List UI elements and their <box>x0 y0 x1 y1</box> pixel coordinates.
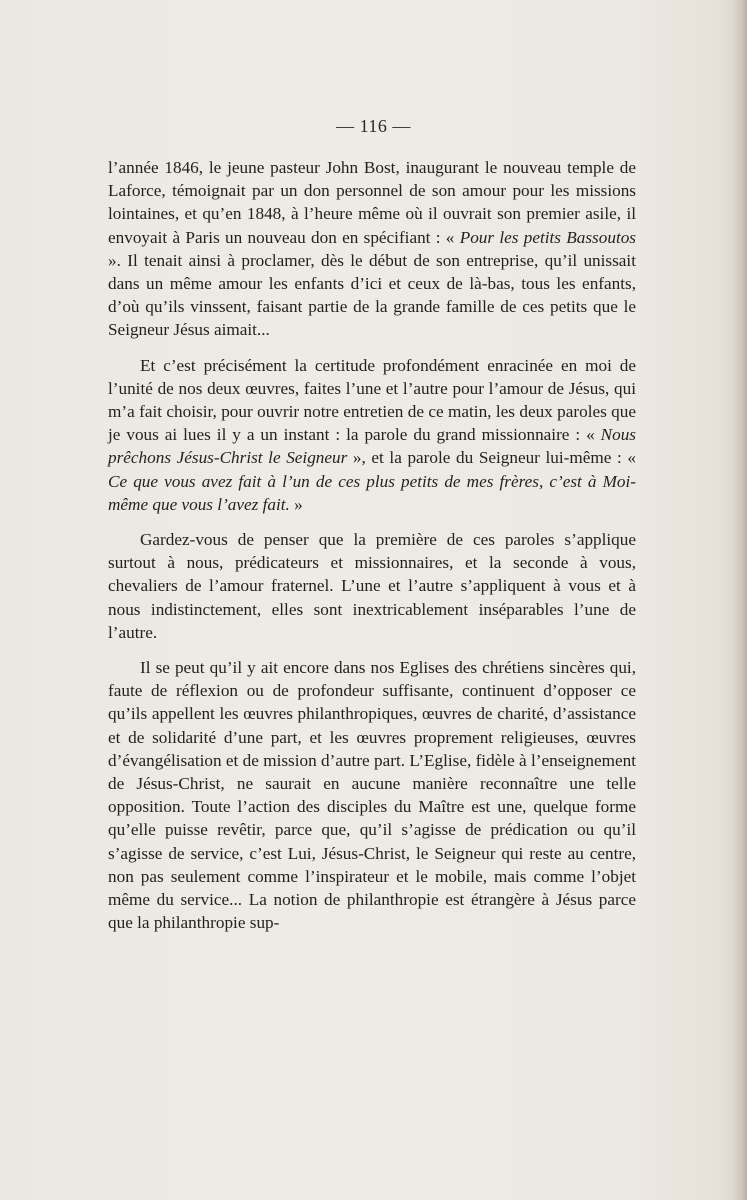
text-segment: Et c’est précisément la certitude profondément enracinée en moi de l’unité de nos deux œuvres, faites l’une et l’autre pour l’amour de Jésus, qui m’a fait choisir, pour ouvrir notre entretien de ce matin, les deux paroles que je vous ai lues il y a un instant : la parole du grand missionnaire : « <box>108 355 636 445</box>
page-number: — 116 — <box>336 116 411 136</box>
italic-segment: Nous prêchons Jésus-Christ le Seigneur <box>108 425 636 468</box>
page-edge-shadow <box>733 0 747 1200</box>
text-segment: l’année 1846, le jeune pasteur John Bost, inaugurant le nouveau temple de Laforce, témoignait par un don personnel de son amour pour les missions lointaines, et qu’en 1848, à l’heure même où il ouvrait son premier asile, il envoyait à Paris un nouveau don en spécifiant : « <box>108 158 636 247</box>
text-segment: ». Il tenait ainsi à proclamer, dès le début de son entreprise, qu’il unissait dans un même amour les enfants d’ici et ceux de là-bas, tous les enfants, d’où qu’ils vinssent, faisant partie de la grande famille de ces petits que le Seigneur Jésus aimait... <box>108 250 636 340</box>
paragraph <box>108 354 636 516</box>
body-text <box>108 156 636 935</box>
text-segment: » <box>289 494 303 514</box>
paragraph <box>108 656 636 934</box>
paragraph-continuation <box>108 156 636 342</box>
text-segment: Gardez-vous de penser que la première de ces paroles s’applique surtout à nous, prédicateurs et missionnaires, et la seconde à vous, chevaliers de l’amour fraternel. L’une et l’autre s’appliquent à vous et à nous indistinctement, elles sont inextricablement inséparables l’une de l’autre. <box>108 530 636 642</box>
paragraph <box>108 528 636 644</box>
italic-segment: Pour les petits Bassoutos <box>459 227 636 247</box>
text-segment: Il se peut qu’il y ait encore dans nos Eglises des chrétiens sincères qui, faute de réflexion ou de profondeur suffisante, continuent d’opposer ce qu’ils appellent les œuvres philanthropiques, œuvres de charité, d’assistance et de solidarité d’une part, et les œuvres proprement religieuses, œuvres d’évangélisation et de mission d’autre part. L’Eglise, fidèle à l’enseignement de Jésus-Christ, ne saurait en aucune manière reconnaître une telle opposition. Toute l’action des disciples du Maître est une, quelque forme qu’elle puisse revêtir, parce que, qu’il s’agisse de prédication ou qu’il s’agisse de service, c’est Lui, Jésus-Christ, le Seigneur qui reste au centre, non pas seulement comme l’inspirateur et le mobile, mais comme l’objet même du service... La notion de philanthropie est étrangère à Jésus parce que la philanthropie sup- <box>108 658 636 933</box>
text-segment: », et la parole du Seigneur lui-même : « <box>347 448 636 468</box>
italic-segment: Ce que vous avez fait à l’un de ces plus petits de mes frères, c’est à Moi-même que vous l’avez fait. <box>108 471 636 514</box>
